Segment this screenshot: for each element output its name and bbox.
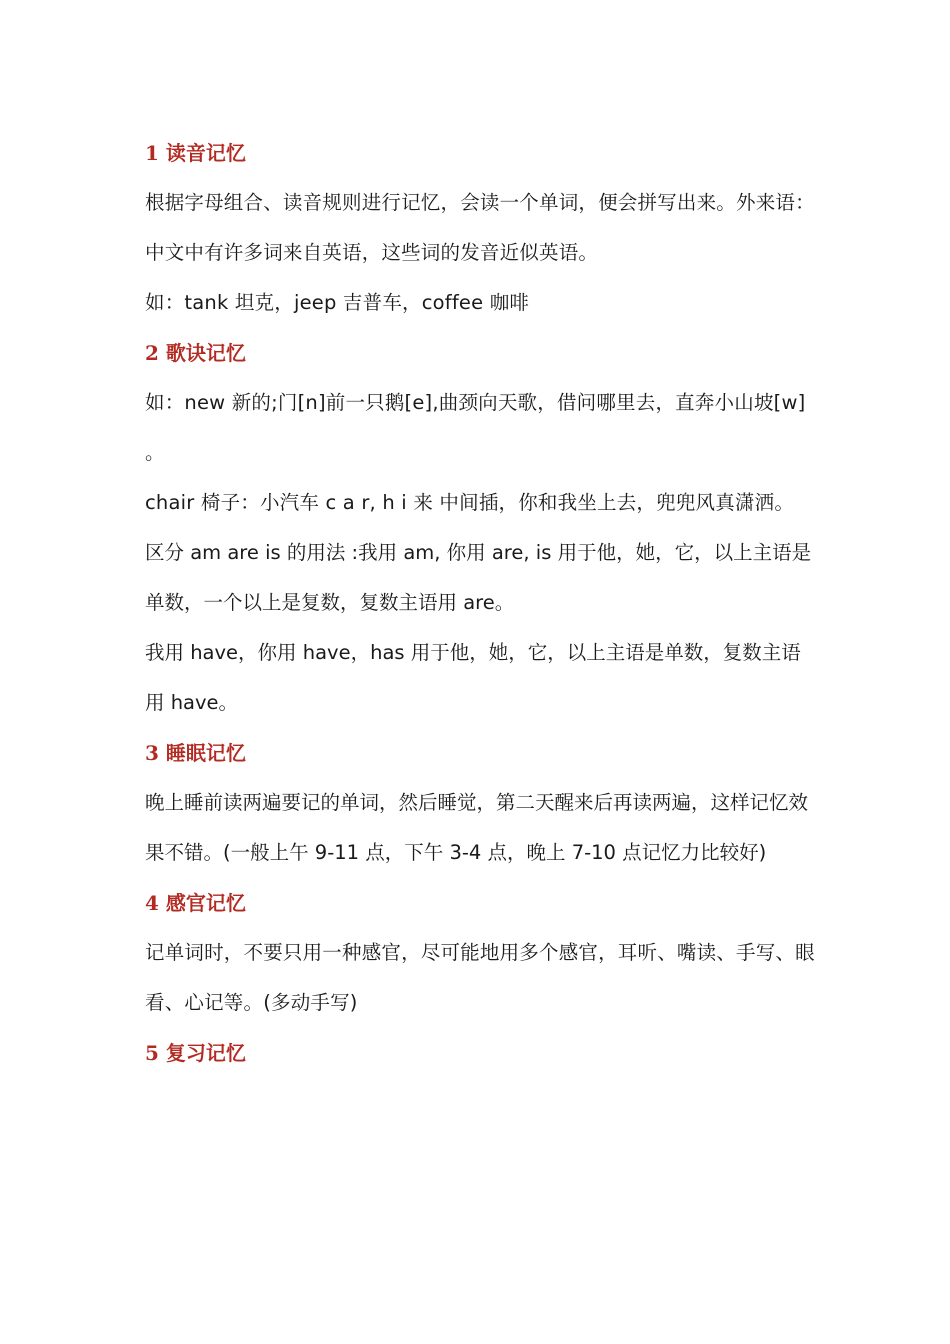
- section-heading-review-memory: 5 复习记忆: [145, 1041, 246, 1065]
- paragraph-new-rhyme: 如：new 新的;门[n]前一只鹅[e],曲颈向天歌，借问哪里去，直奔小山坡[w] 。: [145, 391, 806, 464]
- section-heading-senses-memory: 4 感官记忆: [145, 891, 246, 915]
- document-body: [145, 128, 820, 1078]
- section-heading-pronunciation-memory: 1 读音记忆: [145, 141, 246, 165]
- paragraph-senses-method: 记单词时，不要只用一种感官，尽可能地用多个感官，耳听、嘴读、手写、眼看、心记等。(多动手写): [145, 941, 815, 1014]
- paragraph-pronunciation-rules: 根据字母组合、读音规则进行记忆，会读一个单词，便会拼写出来。外来语：中文中有许多词来自英语，这些词的发音近似英语。: [145, 191, 815, 264]
- paragraph-chair-rhyme: chair 椅子：小汽车 c a r, h i 来 中间插，你和我坐上去，兜兜风真潇洒。: [145, 491, 795, 514]
- paragraph-have-has-usage: 我用 have，你用 have，has 用于他，她，它，以上主语是单数，复数主语用 have。: [145, 641, 801, 714]
- paragraph-loanword-examples: 如：tank 坦克，jeep 吉普车，coffee 咖啡: [145, 291, 530, 314]
- paragraph-sleep-method: 晚上睡前读两遍要记的单词，然后睡觉，第二天醒来后再读两遍，这样记忆效果不错。(一般上午 9-11 点，下午 3-4 点，晚上 7-10 点记忆力比较好): [145, 791, 809, 864]
- section-heading-rhyme-memory: 2 歌诀记忆: [145, 341, 246, 365]
- section-heading-sleep-memory: 3 睡眠记忆: [145, 741, 246, 765]
- paragraph-am-are-is-usage: 区分 am are is 的用法 :我用 am, 你用 are, is 用于他，她，它，以上主语是单数，一个以上是复数，复数主语用 are。: [145, 541, 812, 614]
